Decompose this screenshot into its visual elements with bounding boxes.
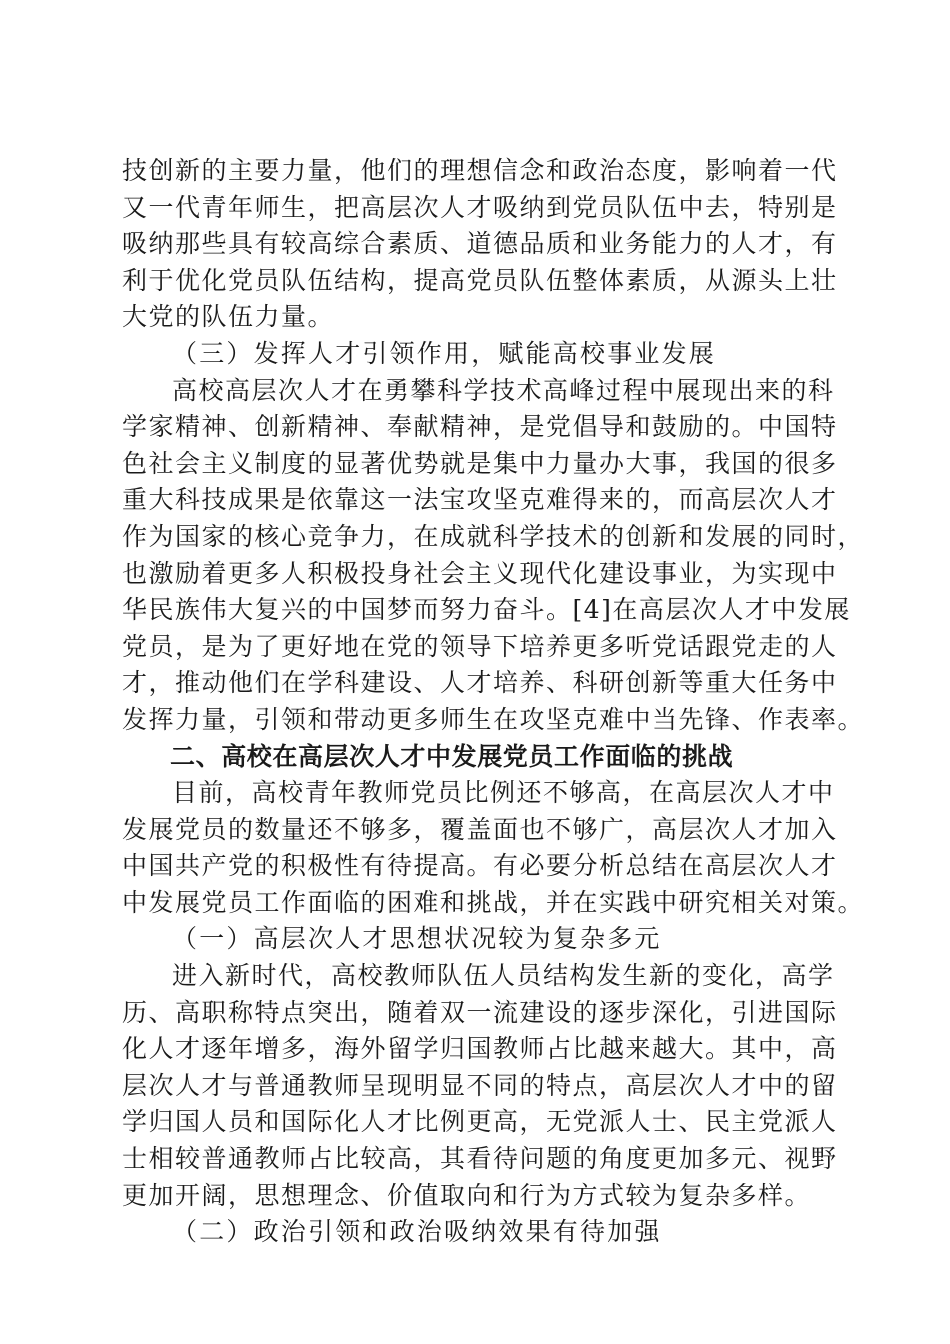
paragraph: [122, 775, 865, 921]
text-line: 才，推动他们在学科建设、人才培养、科研创新等重大任务中: [122, 668, 838, 698]
text-line: 技创新的主要力量，他们的理想信念和政治态度，影响着一代: [122, 156, 838, 185]
text-line: 利于优化党员队伍结构，提高党员队伍整体素质，从源头上壮: [122, 265, 838, 295]
subheading-2: （二）政治引领和政治吸纳效果有待加强: [172, 1217, 662, 1247]
text-line: 士相较普通教师占比较高，其看待问题的角度更加多元、视野: [122, 1144, 838, 1174]
text-line: 大党的队伍力量。: [122, 302, 335, 332]
text-line: 作为国家的核心竞争力，在成就科学技术的创新和发展的同时，: [122, 521, 865, 551]
section-heading: 二、高校在高层次人才中发展党员工作面临的挑战: [170, 741, 734, 771]
subheading-1: （一）高层次人才思想状况较为复杂多元: [172, 924, 662, 954]
subheading-3: （三）发挥人才引领作用，赋能高校事业发展: [172, 338, 717, 368]
text-line: 重大科技成果是依靠这一法宝攻坚克难得来的，而高层次人才: [122, 485, 838, 515]
text-line: 学归国人员和国际化人才比例更高，无党派人士、民主党派人: [122, 1107, 838, 1137]
text-line: 进入新时代，高校教师队伍人员结构发生新的变化，高学: [172, 961, 835, 991]
text-line: 学家精神、创新精神、奉献精神，是党倡导和鼓励的。中国特: [122, 412, 838, 442]
text-line: 更加开阔，思想理念、价值取向和行为方式较为复杂多样。: [122, 1180, 812, 1210]
text-line: 发挥力量，引领和带动更多师生在攻坚克难中当先锋、作表率。: [122, 704, 865, 734]
document-page: [122, 153, 865, 1251]
paragraph: [122, 373, 865, 739]
text-line: 层次人才与普通教师呈现明显不同的特点，高层次人才中的留: [122, 1070, 838, 1100]
text-line: 化人才逐年增多，海外留学归国教师占比越来越大。其中，高: [122, 1034, 838, 1064]
text-line: 又一代青年师生，把高层次人才吸纳到党员队伍中去，特别是: [122, 192, 838, 222]
text-line: 历、高职称特点突出，随着双一流建设的逐步深化，引进国际: [122, 997, 838, 1027]
text-line: 目前，高校青年教师党员比例还不够高，在高层次人才中: [172, 778, 835, 808]
paragraph-continued: [122, 153, 838, 336]
text-line: 中国共产党的积极性有待提高。有必要分析总结在高层次人才: [122, 851, 838, 881]
text-line: 吸纳那些具有较高综合素质、道德品质和业务能力的人才，有: [122, 229, 838, 259]
text-line: 中发展党员工作面临的困难和挑战，并在实践中研究相关对策。: [122, 887, 865, 917]
text-line: 色社会主义制度的显著优势就是集中力量办大事，我国的很多: [122, 448, 838, 478]
paragraph: [122, 958, 838, 1214]
text-line: 高校高层次人才在勇攀科学技术高峰过程中展现出来的科: [172, 375, 835, 405]
text-line: 党员，是为了更好地在党的领导下培养更多听党话跟党走的人: [122, 631, 838, 661]
text-line: 也激励着更多人积极投身社会主义现代化建设事业，为实现中: [122, 558, 838, 588]
text-line: 华民族伟大复兴的中国梦而努力奋斗。[4]在高层次人才中发展: [122, 595, 851, 625]
text-line: 发展党员的数量还不够多，覆盖面也不够广，高层次人才加入: [122, 814, 838, 844]
